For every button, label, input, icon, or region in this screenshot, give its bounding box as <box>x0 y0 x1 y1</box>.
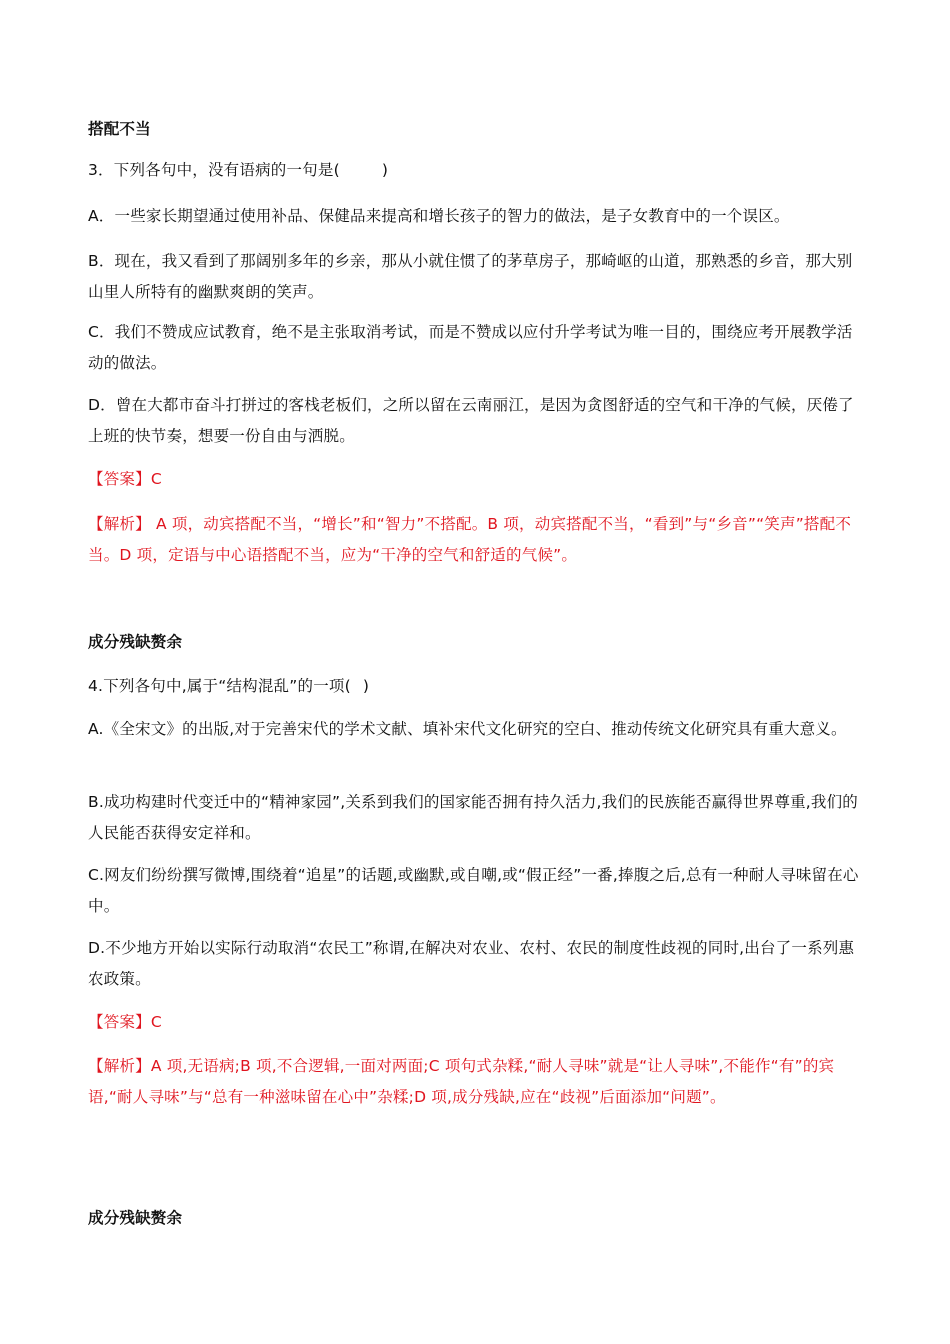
question-number: 3． <box>88 161 114 179</box>
question-stem <box>88 155 868 186</box>
option-d: D．曾在大都市奋斗打拼过的客栈老板们，之所以留在云南丽江，是因为贪图舒适的空气和干净的气候，厌倦了上班的快节奏，想要一份自由与洒脱。 <box>88 396 854 445</box>
analysis-text: A 项，动宾搭配不当，“增长”和“智力”不搭配。B 项，动宾搭配不当，“看到”与“乡音”“笑声”搭配不当。D 项，定语与中心语搭配不当，应为“干净的空气和舒适的气候”。 <box>88 515 852 564</box>
question-close-paren: ) <box>381 161 389 179</box>
answer-label: 【答案】 <box>88 470 151 488</box>
answer-label: 【答案】 <box>88 1013 151 1031</box>
section-heading: 成分残缺赘余 <box>88 633 183 651</box>
analysis-label: 【解析】 <box>88 515 151 533</box>
analysis-text: A 项,无语病;B 项,不合逻辑,一面对两面;C 项句式杂糅,“耐人寻味”就是“让人寻味”,不能作“有”的宾语,“耐人寻味”与“总有一种滋味留在心中”杂糅;D 项,成分残缺,应在“歧视”后面添加“问题”。 <box>88 1057 835 1106</box>
option-c: C.网友们纷纷撰写微博,围绕着“追星”的话题,或幽默,或自嘲,或“假正经”一番,捧腹之后,总有一种耐人寻味留在心中。 <box>88 866 859 915</box>
option-b: B.成功构建时代变迁中的“精神家园”,关系到我们的国家能否拥有持久活力,我们的民族能否赢得世界尊重,我们的人民能否获得安定祥和。 <box>88 793 859 842</box>
question-stem <box>88 671 868 702</box>
question-close-paren: ) <box>362 677 370 695</box>
question-number: 4. <box>88 677 104 695</box>
answer-value: C <box>150 470 162 488</box>
section-heading: 搭配不当 <box>88 120 151 138</box>
option-a: A.《全宋文》的出版,对于完善宋代的学术文献、填补宋代文化研究的空白、推动传统文化研究具有重大意义。 <box>88 720 847 738</box>
section-heading: 成分残缺赘余 <box>88 1209 183 1227</box>
option-a: A．一些家长期望通过使用补品、保健品来提高和增长孩子的智力的做法，是子女教育中的一个误区。 <box>88 207 790 225</box>
analysis <box>88 1051 868 1113</box>
question-text: 下列各句中，没有语病的一句是( <box>113 161 340 179</box>
option-c: C．我们不赞成应试教育，绝不是主张取消考试，而是不赞成以应付升学考试为唯一目的，围绕应考开展教学活动的做法。 <box>88 323 853 372</box>
answer-line <box>88 464 868 495</box>
answer-value: C <box>150 1013 162 1031</box>
question-text: 下列各句中,属于“结构混乱”的一项( <box>103 677 351 695</box>
analysis-label: 【解析】 <box>88 1057 151 1075</box>
option-b: B．现在，我又看到了那阔别多年的乡亲，那从小就住惯了的茅草房子，那崎岖的山道，那熟悉的乡音，那大别山里人所特有的幽默爽朗的笑声。 <box>88 252 853 301</box>
analysis <box>88 509 868 571</box>
answer-line <box>88 1007 868 1038</box>
option-d: D.不少地方开始以实际行动取消“农民工”称谓,在解决对农业、农村、农民的制度性歧视的同时,出台了一系列惠农政策。 <box>88 939 855 988</box>
